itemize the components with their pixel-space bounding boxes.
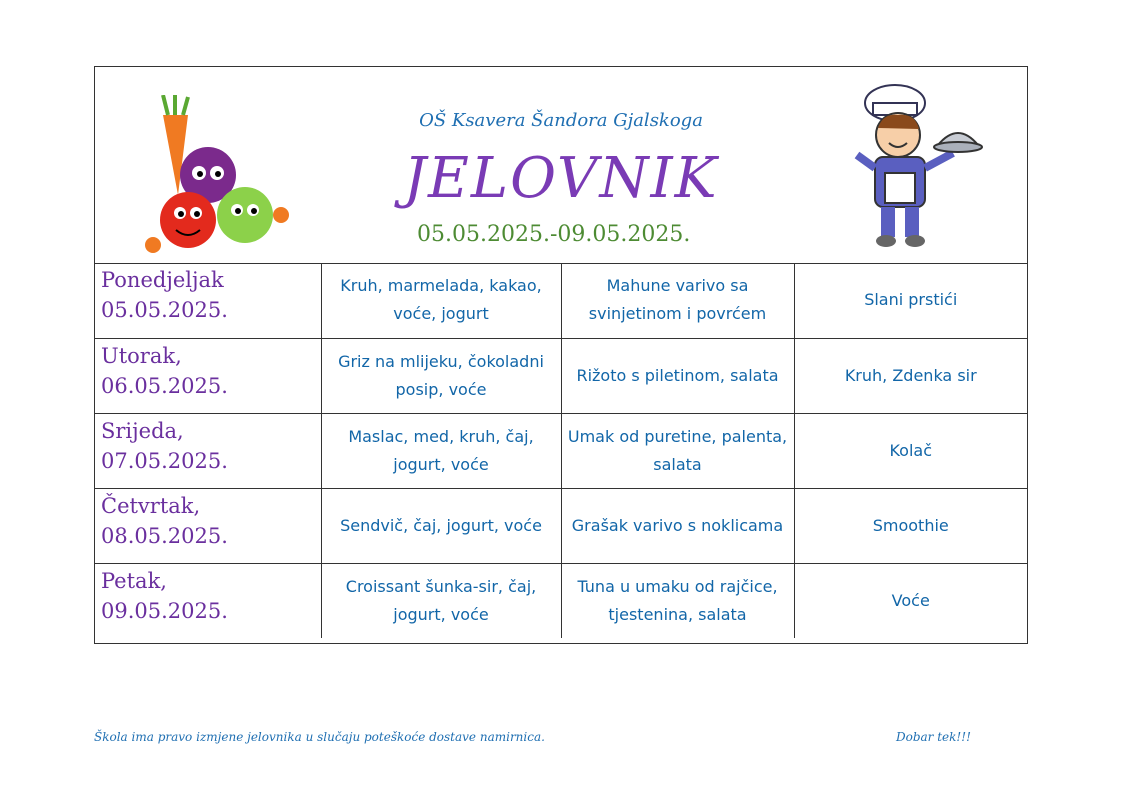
table-row — [95, 263, 1027, 338]
snack-cell: Kruh, Zdenka sir — [794, 338, 1027, 413]
footer-note: Škola ima pravo izmjene jelovnika u slučaju poteškoće dostave namirnica. — [94, 730, 545, 744]
chef-illustration — [853, 73, 993, 253]
day-date: 05.05.2025. — [101, 298, 228, 322]
table-row — [95, 413, 1027, 488]
day-name: Četvrtak, — [101, 493, 201, 518]
day-name: Ponedjeljak — [101, 268, 224, 292]
table-row — [95, 338, 1027, 413]
menu-table — [95, 263, 1027, 638]
lunch-cell: Umak od puretine, palenta, salata — [561, 413, 794, 488]
day-date: 08.05.2025. — [101, 523, 228, 548]
day-cell — [95, 563, 321, 638]
day-date: 09.05.2025. — [101, 598, 228, 623]
day-date: 06.05.2025. — [101, 373, 228, 398]
day-name: Petak, — [101, 568, 167, 593]
breakfast-cell: Croissant šunka-sir, čaj, jogurt, voće — [321, 563, 561, 638]
lunch-cell: Grašak varivo s noklicama — [561, 488, 794, 563]
menu-sheet — [94, 66, 1028, 644]
table-row — [95, 488, 1027, 563]
lunch-cell: Mahune varivo sa svinjetinom i povrćem — [561, 263, 794, 338]
day-cell — [95, 263, 321, 338]
day-cell — [95, 338, 321, 413]
school-name: OŠ Ksavera Šandora Gjalskoga — [419, 110, 703, 131]
menu-header — [95, 67, 1027, 264]
breakfast-cell: Kruh, marmelada, kakao, voće, jogurt — [321, 263, 561, 338]
lunch-cell: Rižoto s piletinom, salata — [561, 338, 794, 413]
footer-wish: Dobar tek!!! — [896, 730, 971, 744]
breakfast-cell: Sendvič, čaj, jogurt, voće — [321, 488, 561, 563]
lunch-cell: Tuna u umaku od rajčice, tjestenina, salata — [561, 563, 794, 638]
date-range: 05.05.2025.-09.05.2025. — [417, 222, 691, 247]
snack-cell: Smoothie — [794, 488, 1027, 563]
snack-cell: Kolač — [794, 413, 1027, 488]
day-cell — [95, 413, 321, 488]
day-name: Srijeda, — [101, 418, 184, 443]
day-name: Utorak, — [101, 343, 182, 368]
snack-cell: Voće — [794, 563, 1027, 638]
table-row — [95, 563, 1027, 638]
breakfast-cell: Maslac, med, kruh, čaj, jogurt, voće — [321, 413, 561, 488]
day-cell — [95, 488, 321, 563]
snack-cell: Slani prstići — [794, 263, 1027, 338]
day-date: 07.05.2025. — [101, 448, 228, 473]
breakfast-cell: Griz na mlijeku, čokoladni posip, voće — [321, 338, 561, 413]
page-title: JELOVNIK — [403, 146, 719, 211]
